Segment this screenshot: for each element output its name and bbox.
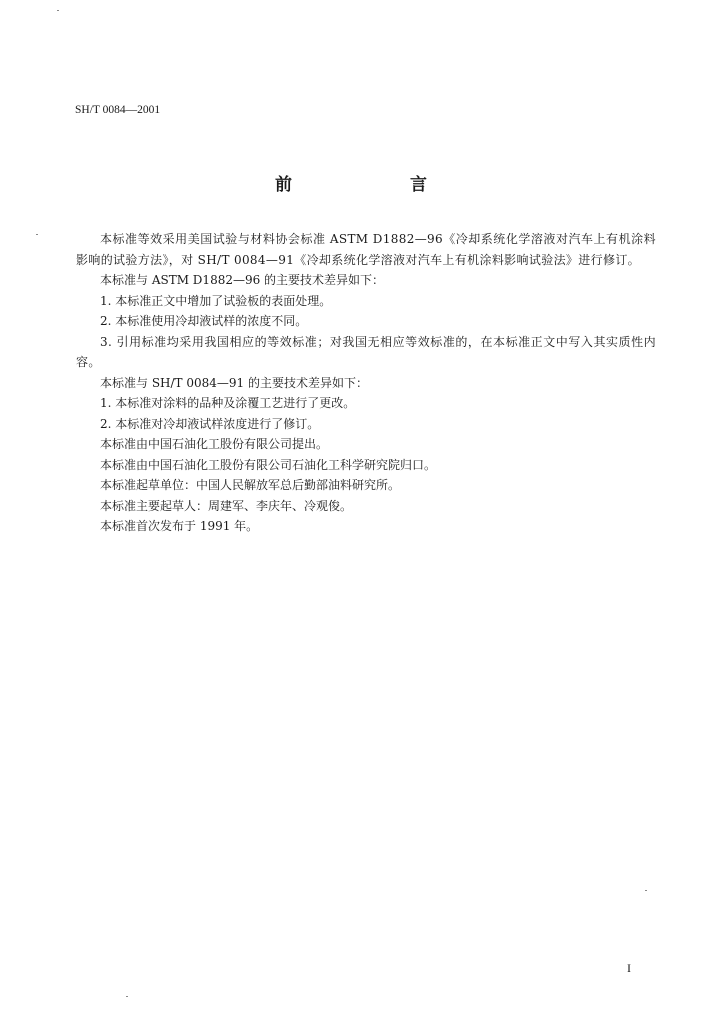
page-title: 前 言	[275, 175, 483, 195]
page-number: I	[627, 961, 631, 975]
scan-speck	[57, 10, 59, 11]
list-item-sh-1: 1. 本标准对涂料的品种及涂覆工艺进行了更改。	[100, 396, 356, 410]
paragraph-proposer: 本标准由中国石油化工股份有限公司提出。	[100, 437, 329, 451]
paragraph-drafting-unit: 本标准起草单位：中国人民解放军总后勤部油料研究所。	[100, 478, 401, 492]
list-item-astm-2: 2. 本标准使用冷却液试样的浓度不同。	[100, 314, 308, 328]
paragraph-adoption: 本标准等效采用美国试验与材料协会标准 ASTM D1882—96《冷却系统化学溶液对汽车上有机涂料影响的试验方法》，对 SH/T 0084—91《冷却系统化学溶液对汽车上有机涂料影响试验法》进行修订。	[76, 232, 656, 267]
list-item-astm-1: 1. 本标准正文中增加了试验板的表面处理。	[100, 293, 332, 308]
foreword-body	[76, 229, 656, 537]
paragraph-drafters: 本标准主要起草人：周建军、李庆年、冷观俊。	[100, 498, 353, 513]
list-item-sh-2: 2. 本标准对冷却液试样浓度进行了修订。	[100, 416, 320, 431]
paragraph-astm-differences: 本标准与 ASTM D1882—96 的主要技术差异如下：	[100, 273, 385, 287]
paragraph-first-issue: 本标准首次发布于 1991 年。	[100, 519, 259, 533]
scan-speck	[126, 996, 128, 997]
paragraph-administrator: 本标准由中国石油化工股份有限公司石油化工科学研究院归口。	[100, 457, 437, 472]
list-item-astm-3: 3. 引用标准均采用我国相应的等效标准；对我国无相应等效标准的，在本标准正文中写入其实质性内容。	[76, 334, 656, 369]
scan-speck	[645, 890, 647, 891]
standard-code: SH/T 0084—2001	[75, 104, 161, 116]
scan-speck	[36, 234, 38, 235]
paragraph-sh-differences: 本标准与 SH/T 0084—91 的主要技术差异如下：	[100, 375, 368, 390]
